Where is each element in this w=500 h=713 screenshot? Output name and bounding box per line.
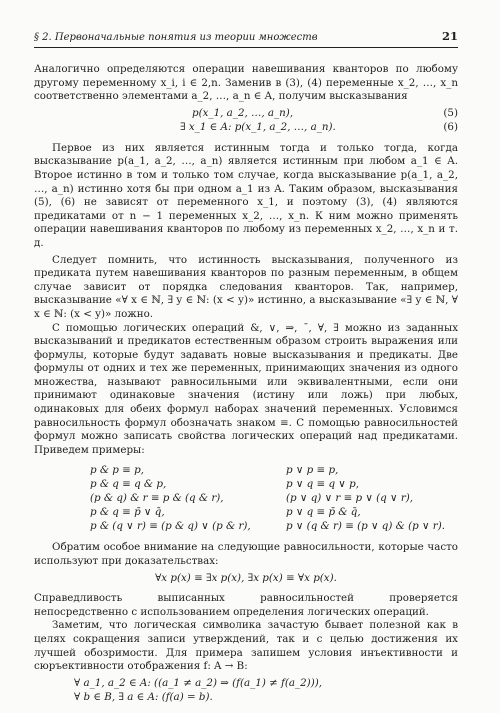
equation-5-body: p(x_1, a_2, …, a_n), xyxy=(192,106,294,119)
equation-6-number: (6) xyxy=(443,120,458,133)
mapping-conditions xyxy=(74,677,458,705)
equivalence-right-5: p ∨ (q & r) ≡ (p ∨ q) & (p ∨ r). xyxy=(286,520,446,533)
surjectivity-condition: ∀ b ∈ B, ∃ a ∈ A: (f(a) = b). xyxy=(74,690,213,703)
equivalence-left-2: p & q ≡ q & p, xyxy=(90,478,167,491)
paragraph-2: Первое из них является истинным тогда и только тогда, когда высказывание p(a_1, a_2, …, a_n) является истинным при любом a_1 ∈ A. Второе истинно в том и только том случае, когда высказывание p(a_1, a_2, …, a_n) истинно хотя бы при одном a_1 из A. Таким образом, высказывания (5), (6) не зависят от переменного x_1, и поэтому (3), (4) являются предикатами от n − 1 переменных x_2, …, x_n. К ним можно применять операции навешивания кванторов по любому из переменных x_2, …, x_n и т. д. xyxy=(34,141,458,249)
paragraph-7: Заметим, что логическая символика зачастую бывает полезной как в целях сокращения записи утверждений, так и с целью достижения их лучшей обозримости. Для примера запишем условия инъективности и сюръективности отображения f: A → B: xyxy=(34,619,458,673)
equivalence-left-5: p & (q ∨ r) ≡ (p & q) ∨ (p & r), xyxy=(90,520,251,533)
equivalence-table xyxy=(90,464,458,534)
equivalence-right-3: (p ∨ q) ∨ r ≡ p ∨ (q ∨ r), xyxy=(286,492,414,505)
page-content xyxy=(34,63,458,705)
page-header xyxy=(34,31,458,48)
equation-5-number: (5) xyxy=(443,106,458,119)
equation-6-body: ∃ x_1 ∈ A: p(x_1, a_2, …, a_n). xyxy=(180,120,336,133)
equivalence-right-1: p ∨ p ≡ p, xyxy=(286,464,339,477)
quantifier-equivalences: ∀x p(x) ≡ ∃x p(x), ∃x p(x) ≡ ∀x p(x). xyxy=(155,571,337,584)
equivalence-left-1: p & p ≡ p, xyxy=(90,464,144,477)
paragraph-1: Аналогично определяются операции навешивания кванторов по любому другому переменному x_i, i ∈ 2,n. Заменив в (3), (4) переменные x_2, …, x_n соответственно элементами a_2, …, a_n ∈ A, получим высказывания xyxy=(34,63,458,103)
paragraph-5: Обратим особое внимание на следующие равносильности, которые часто используют при доказательствах: xyxy=(34,541,458,568)
paragraph-3: Следует помнить, что истинность высказывания, полученного из предиката путем навешивания кванторов по разным переменным, в общем случае зависит от порядка следования кванторов. Так, например, высказывание «∀ x ∈ ℕ, ∃ y ∈ ℕ: (x < y)» истинно, а высказывание «∃ y ∈ ℕ, ∀ x ∈ ℕ: (x < y)» ложно. xyxy=(34,253,458,320)
paragraph-6: Справедливость выписанных равносильностей проверяется непосредственно с использованием определения логических операций. xyxy=(34,592,458,618)
equation-5 xyxy=(34,107,458,121)
equivalence-right-4: p ∨ q ≡ p̄ & q̄, xyxy=(286,506,361,519)
equivalence-left-4: p & q ≡ p̄ ∨ q̄, xyxy=(90,506,165,519)
paragraph-4: С помощью логических операций &, ∨, ⇒, ¯, ∀, ∃ можно из заданных высказываний и предикатов естественным образом строить выражения или формулы, которые будут задавать новые высказывания и предикаты. Две формулы от одних и тех же переменных, принимающих значения из одного множества, называют равносильными или эквивалентными, если они принимают одинаковые значения (истину или ложь) при любых, одинаковых для обеих формул наборах значений переменных. Условимся равносильность формул обозначать знаком ≡. С помощью равносильностей формул можно записать свойства логических операций над предикатами. Приведем примеры: xyxy=(34,321,458,456)
running-title: § 2. Первоначальные понятия из теории множеств xyxy=(34,32,318,43)
equivalence-right-2: p ∨ q ≡ q ∨ p, xyxy=(286,478,359,491)
equivalence-left-3: (p & q) & r ≡ p & (q & r), xyxy=(90,492,224,505)
page-number: 21 xyxy=(441,29,458,43)
injectivity-condition: ∀ a_1, a_2 ∈ A: ((a_1 ≠ a_2) ⇒ (f(a_1) ≠ f(a_2))), xyxy=(74,676,323,689)
equation-6 xyxy=(34,121,458,135)
